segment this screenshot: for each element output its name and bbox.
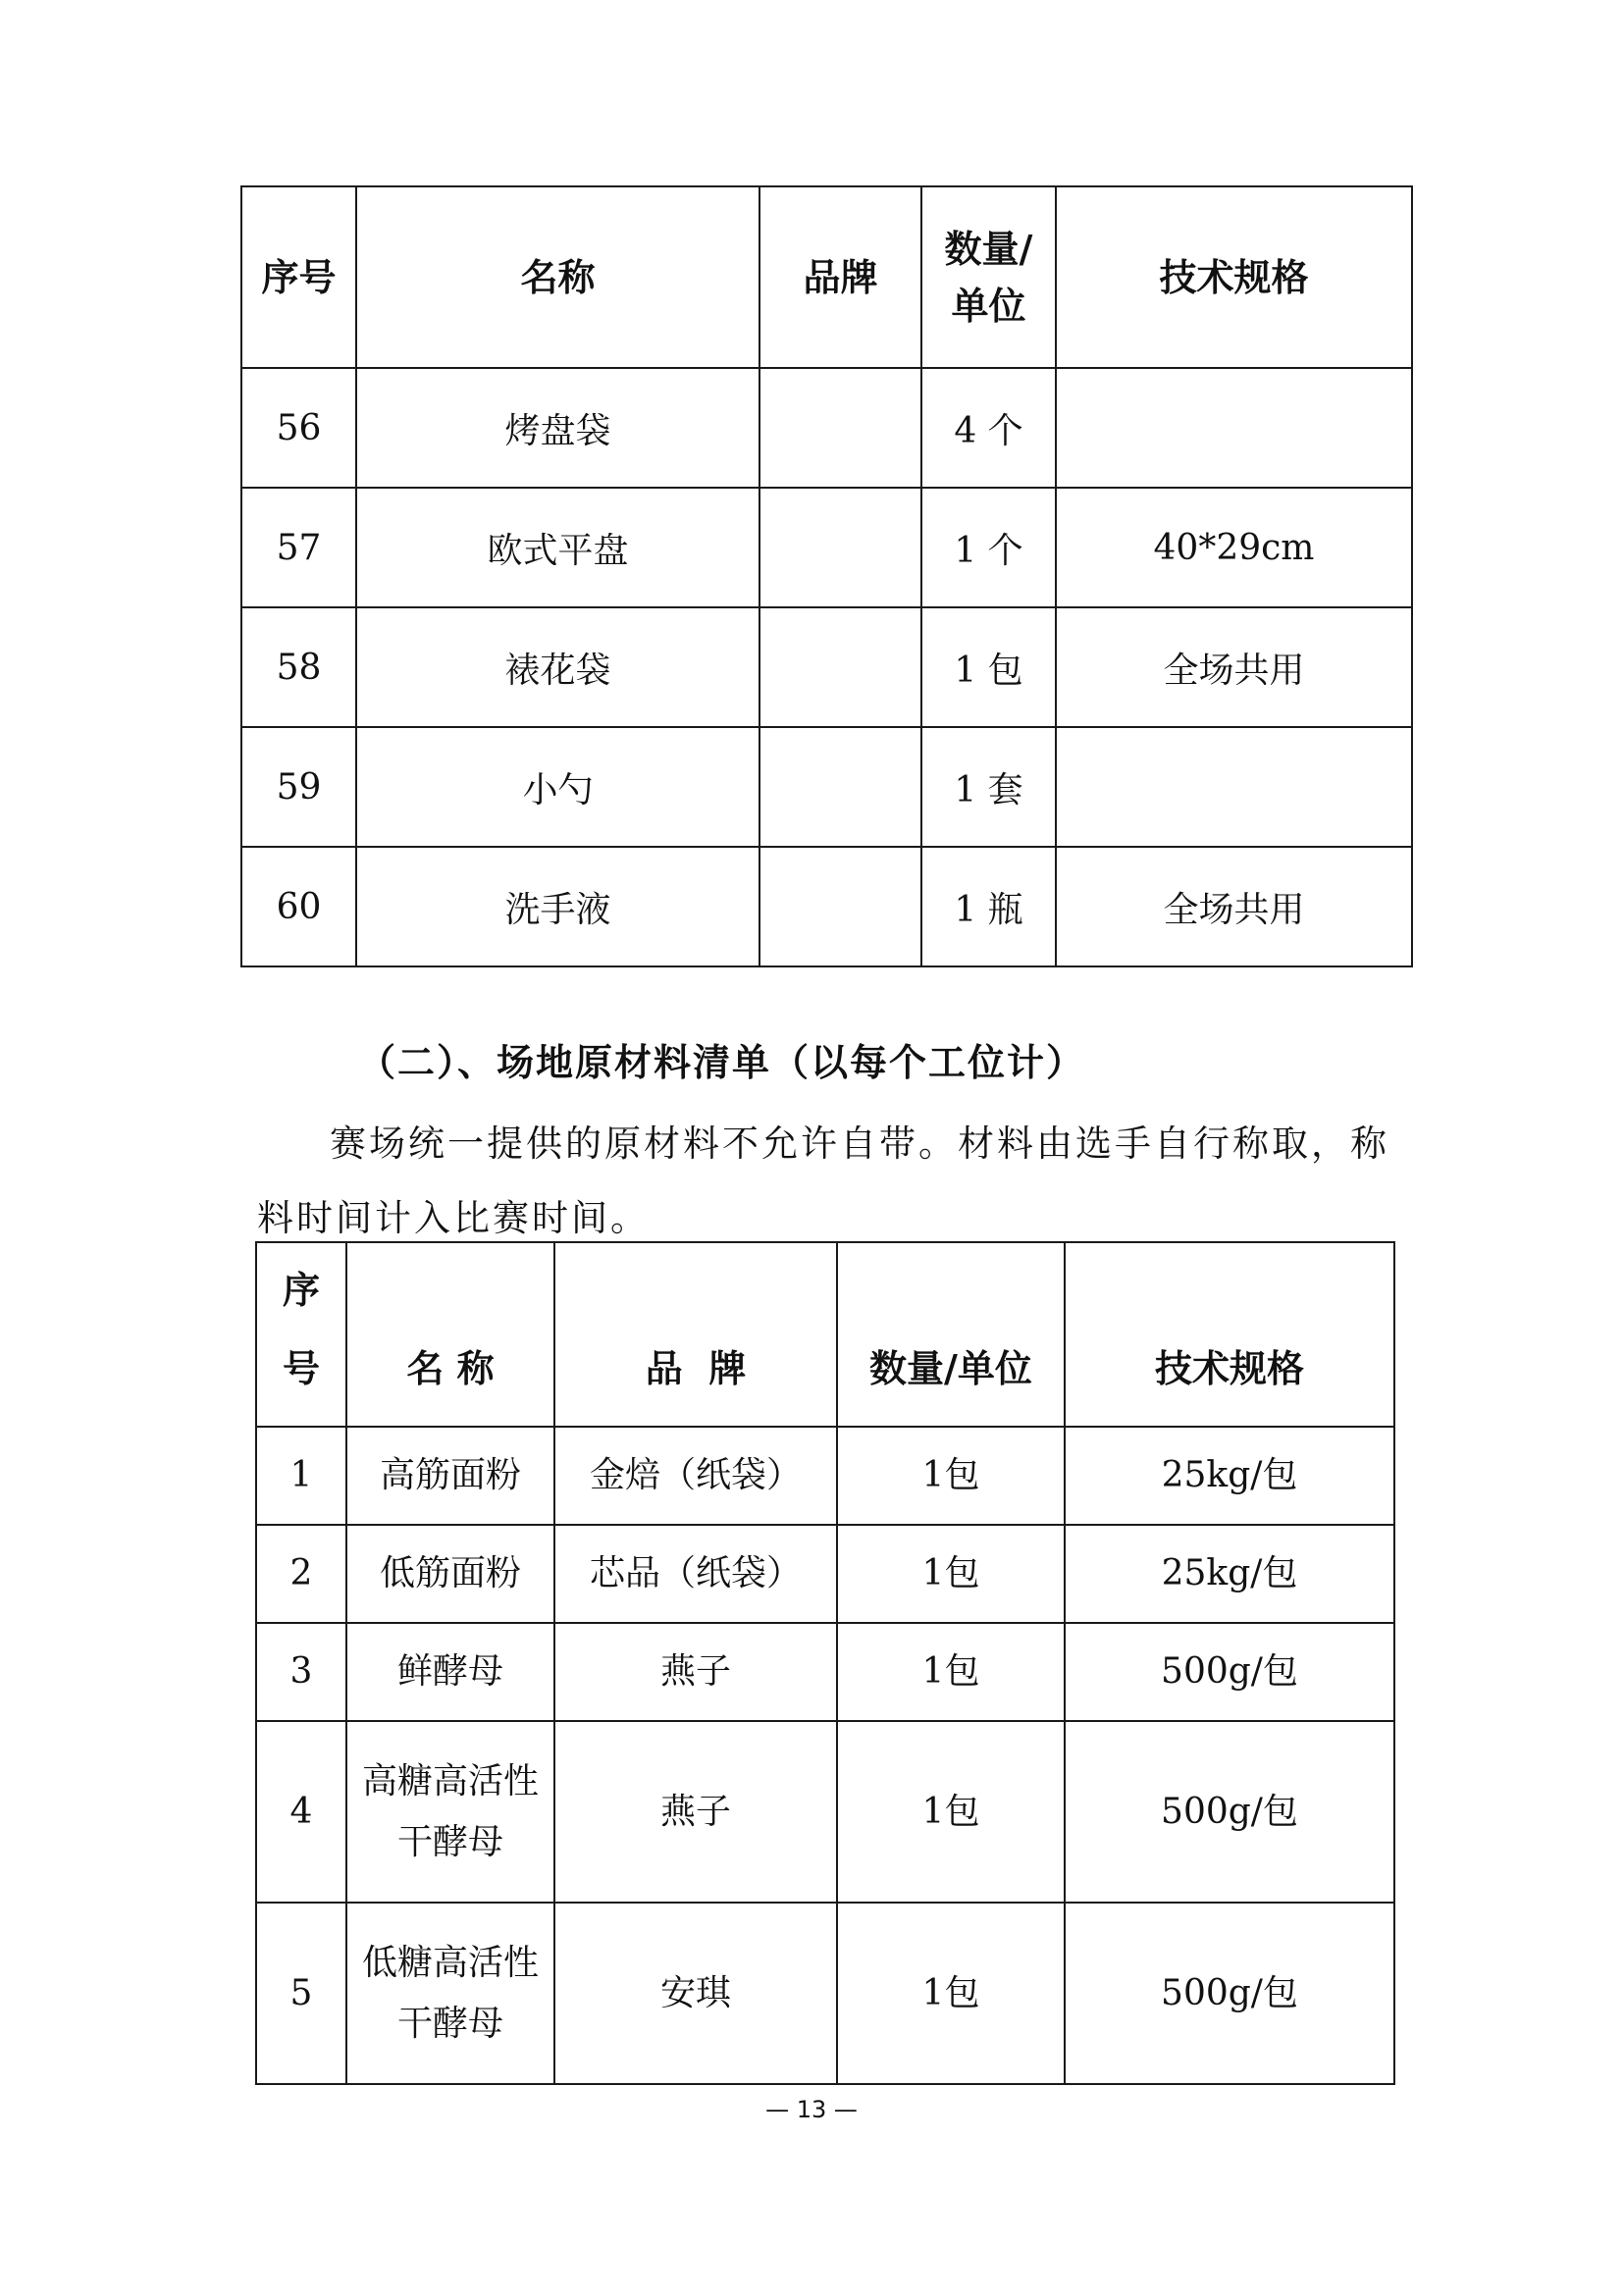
cell-name: 烤盘袋 xyxy=(356,368,759,488)
materials-table xyxy=(255,1241,1395,2085)
table-row xyxy=(241,607,1412,727)
cell-spec: 500g/包 xyxy=(1065,1903,1394,2084)
cell-spec: 全场共用 xyxy=(1056,607,1412,727)
cell-name: 高筋面粉 xyxy=(346,1427,554,1525)
header-quantity: 数量/单位 xyxy=(837,1242,1065,1427)
cell-quantity: 4 个 xyxy=(921,368,1056,488)
cell-spec: 25kg/包 xyxy=(1065,1427,1394,1525)
table-row xyxy=(241,847,1412,966)
cell-name: 鲜酵母 xyxy=(346,1623,554,1721)
table-row xyxy=(256,1623,1394,1721)
table-row xyxy=(256,1525,1394,1623)
header-index: 序 号 xyxy=(256,1242,346,1427)
cell-index: 4 xyxy=(256,1721,346,1903)
header-index: 序号 xyxy=(241,186,356,368)
cell-name: 洗手液 xyxy=(356,847,759,966)
cell-quantity: 1 包 xyxy=(921,607,1056,727)
cell-quantity: 1包 xyxy=(837,1903,1065,2084)
cell-index: 57 xyxy=(241,488,356,607)
cell-brand xyxy=(759,727,921,847)
cell-brand: 金焙（纸袋） xyxy=(554,1427,837,1525)
cell-brand xyxy=(759,607,921,727)
cell-quantity: 1 瓶 xyxy=(921,847,1056,966)
cell-spec: 500g/包 xyxy=(1065,1721,1394,1903)
cell-index: 58 xyxy=(241,607,356,727)
cell-brand: 芯品（纸袋） xyxy=(554,1525,837,1623)
page-number: — 13 — xyxy=(765,2096,858,2123)
header-brand: 品牌 xyxy=(759,186,921,368)
cell-spec xyxy=(1056,368,1412,488)
cell-quantity: 1包 xyxy=(837,1427,1065,1525)
cell-quantity: 1 个 xyxy=(921,488,1056,607)
cell-quantity: 1包 xyxy=(837,1623,1065,1721)
cell-quantity: 1包 xyxy=(837,1525,1065,1623)
cell-brand xyxy=(759,368,921,488)
cell-index: 1 xyxy=(256,1427,346,1525)
cell-name: 小勺 xyxy=(356,727,759,847)
cell-index: 3 xyxy=(256,1623,346,1721)
cell-quantity: 1包 xyxy=(837,1721,1065,1903)
cell-brand xyxy=(759,488,921,607)
table-row xyxy=(256,1427,1394,1525)
section-paragraph: 赛场统一提供的原材料不允许自带。材料由选手自行称取，称料时间计入比赛时间。 xyxy=(257,1122,1389,1239)
cell-spec: 25kg/包 xyxy=(1065,1525,1394,1623)
cell-name: 裱花袋 xyxy=(356,607,759,727)
cell-index: 56 xyxy=(241,368,356,488)
section-heading: （二）、场地原材料清单（以每个工位计） xyxy=(358,1041,1086,1084)
cell-name: 低糖高活性 干酵母 xyxy=(346,1903,554,2084)
cell-spec: 全场共用 xyxy=(1056,847,1412,966)
header-quantity: 数量/ 单位 xyxy=(921,186,1056,368)
header-name: 名 称 xyxy=(346,1242,554,1427)
table-row xyxy=(256,1721,1394,1903)
table-row xyxy=(241,488,1412,607)
cell-index: 59 xyxy=(241,727,356,847)
cell-index: 5 xyxy=(256,1903,346,2084)
cell-brand: 燕子 xyxy=(554,1623,837,1721)
header-name: 名称 xyxy=(356,186,759,368)
cell-quantity: 1 套 xyxy=(921,727,1056,847)
cell-index: 2 xyxy=(256,1525,346,1623)
table-row xyxy=(241,368,1412,488)
cell-spec: 500g/包 xyxy=(1065,1623,1394,1721)
table-row xyxy=(241,727,1412,847)
header-spec: 技术规格 xyxy=(1056,186,1412,368)
cell-name: 欧式平盘 xyxy=(356,488,759,607)
table-header-row xyxy=(241,186,1412,368)
table-header-row xyxy=(256,1242,1394,1427)
cell-brand: 燕子 xyxy=(554,1721,837,1903)
cell-spec xyxy=(1056,727,1412,847)
header-brand: 品 牌 xyxy=(554,1242,837,1427)
cell-brand: 安琪 xyxy=(554,1903,837,2084)
cell-name: 高糖高活性 干酵母 xyxy=(346,1721,554,1903)
table-row xyxy=(256,1903,1394,2084)
cell-name: 低筋面粉 xyxy=(346,1525,554,1623)
header-spec: 技术规格 xyxy=(1065,1242,1394,1427)
cell-index: 60 xyxy=(241,847,356,966)
cell-brand xyxy=(759,847,921,966)
equipment-table xyxy=(240,185,1413,967)
cell-spec: 40*29cm xyxy=(1056,488,1412,607)
